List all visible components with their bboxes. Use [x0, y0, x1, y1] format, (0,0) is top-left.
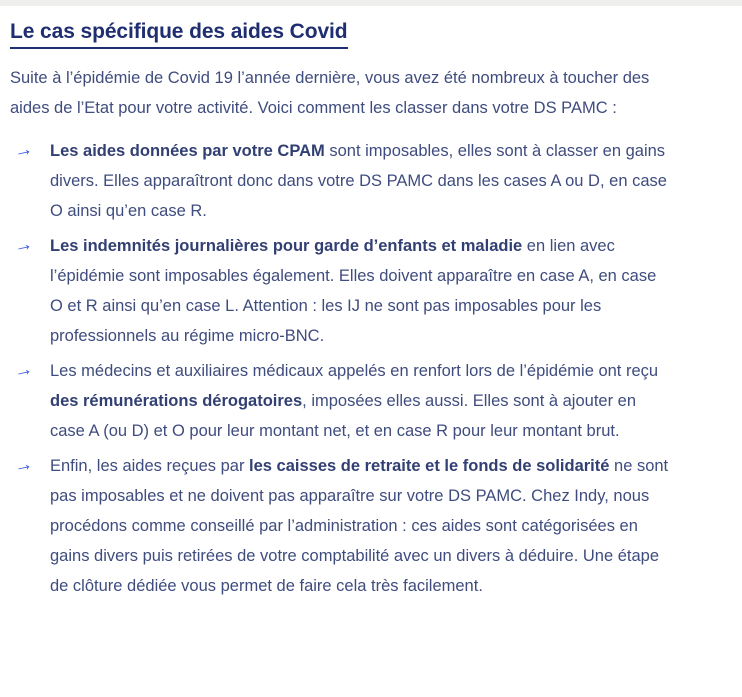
section-title: Le cas spécifique des aides Covid [10, 20, 348, 49]
arrow-right-icon: → [11, 453, 35, 478]
covid-aid-list [10, 136, 712, 601]
list-item [10, 231, 712, 351]
list-item-text: Les médecins et auxiliaires médicaux appelés en renfort lors de l’épidémie ont reçu des rémunérations dérogatoires, imposées elles aussi. Elles sont à ajouter en case A (ou D) et O pour leur montant net, et en case R pour leur montant brut. [50, 362, 659, 440]
list-item-text: Les aides données par votre CPAM sont imposables, elles sont à classer en gains divers. Elles apparaîtront donc dans votre DS PAMC dans les cases A ou D, en case O ainsi qu’en case R. [50, 142, 667, 220]
arrow-right-icon: → [11, 233, 35, 258]
arrow-right-icon: → [11, 138, 35, 163]
intro-paragraph: Suite à l’épidémie de Covid 19 l’année dernière, vous avez été nombreux à toucher des aides de l’Etat pour votre activité. Voici comment les classer dans votre DS PAMC : [10, 69, 650, 117]
article-content [0, 6, 742, 601]
list-item [10, 356, 712, 446]
list-item [10, 136, 712, 226]
list-item-text: Les indemnités journalières pour garde d’enfants et maladie en lien avec l’épidémie sont imposables également. Elles doivent apparaître en case A, en case O et R ainsi qu’en case L. Attention : les IJ ne sont pas imposables pour les professionnels au régime micro-BNC. [50, 237, 657, 345]
list-item-text: Enfin, les aides reçues par les caisses de retraite et le fonds de solidarité ne sont pas imposables et ne doivent pas apparaître sur votre DS PAMC. Chez Indy, nous procédons comme conseillé par l’administration : ces aides sont catégorisées en gains divers puis retirées de votre comptabilité avec un divers à déduire. Une étape de clôture dédiée vous permet de faire cela très facilement. [50, 457, 669, 595]
arrow-right-icon: → [11, 358, 35, 383]
list-item [10, 451, 712, 601]
